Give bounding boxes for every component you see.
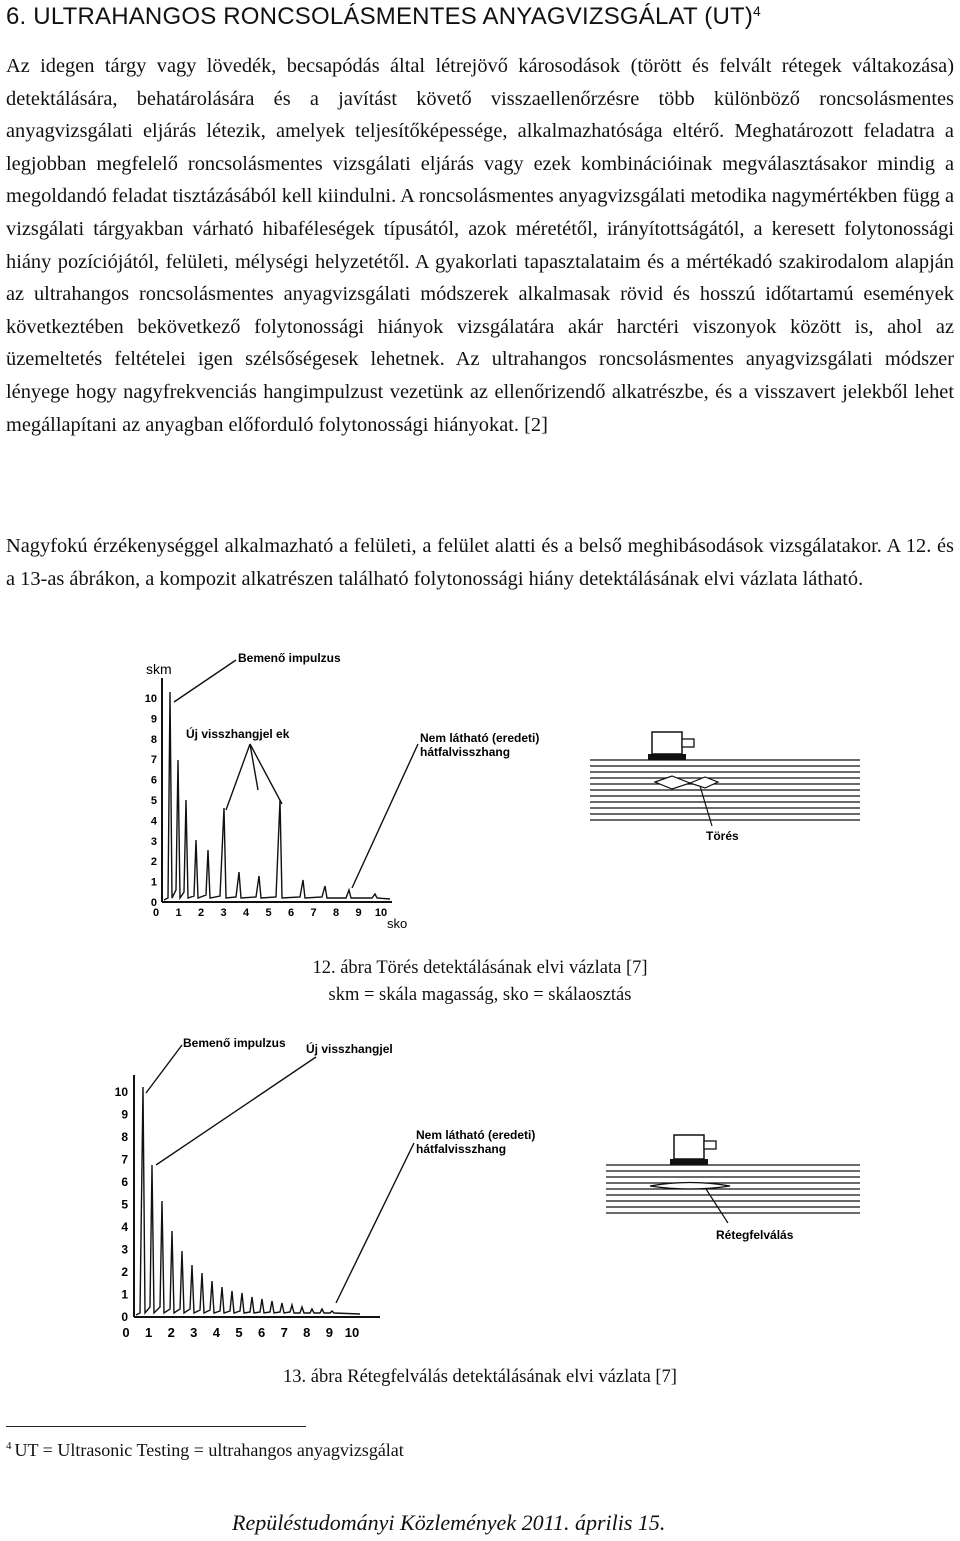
fig13-y-tick-4: 4 bbox=[121, 1220, 128, 1234]
fig12-x-tick-1: 1 bbox=[175, 907, 182, 919]
fig13-x-tick-3: 3 bbox=[190, 1325, 198, 1340]
fig13-y-tick-9: 9 bbox=[121, 1107, 128, 1122]
fig13-x-tick-6: 6 bbox=[257, 1325, 266, 1340]
fig12-y-tick-4: 4 bbox=[150, 815, 157, 828]
fig13-transducer bbox=[670, 1135, 716, 1165]
paragraph-sensitivity: Nagyfokú érzékenységgel alkalmazható a felületi, a felület alatti és a belső meghibásodások vizsgálatakor. A 12. és a 13-as ábrákon, a kompozit alkatrészen található folytonossági hiány detektálásának elvi vázlata látható. bbox=[6, 535, 954, 590]
fig12-defect-label: Törés bbox=[706, 829, 739, 843]
fig13-new-echo-arrow bbox=[156, 1057, 316, 1165]
fig12-composite-layers bbox=[590, 760, 860, 820]
section-title: ULTRAHANGOS RONCSOLÁSMENTES ANYAGVIZSGÁLAT (UT) bbox=[33, 3, 754, 30]
fig13-x-tick-5: 5 bbox=[235, 1325, 243, 1340]
fig13-backwall-label-1: Nem látható (eredeti) bbox=[416, 1128, 536, 1142]
fig12-x-tick-9: 9 bbox=[355, 907, 362, 919]
footnote-ref: 4 bbox=[753, 3, 762, 19]
figure-12-diagram bbox=[0, 640, 960, 940]
fig13-input-pulse-label: Bemenő impulzus bbox=[183, 1036, 286, 1050]
fig12-y-axis-label: skm bbox=[146, 661, 172, 677]
footnote bbox=[6, 1440, 404, 1461]
fig13-caption: 13. ábra Rétegfelválás detektálásának elvi vázlata [7] bbox=[283, 1367, 677, 1387]
fig13-y-tick-6: 6 bbox=[121, 1175, 128, 1189]
fig12-backwall-label-1: Nem látható (eredeti) bbox=[420, 731, 540, 745]
fig13-signal-trace bbox=[136, 1087, 360, 1315]
footnote-number: 4 bbox=[6, 1440, 12, 1452]
fig12-backwall-arrow bbox=[352, 744, 418, 888]
fig13-x-tick-4: 4 bbox=[212, 1325, 221, 1340]
fig12-x-tick-6: 6 bbox=[287, 907, 295, 919]
fig13-x-tick-9: 9 bbox=[325, 1325, 334, 1340]
fig12-x-tick-0: 0 bbox=[152, 907, 160, 919]
fig12-input-pulse-arrow bbox=[174, 660, 236, 702]
fig12-backwall-label-2: hátfalvisszhang bbox=[420, 745, 511, 759]
fig12-x-tick-5: 5 bbox=[265, 907, 272, 919]
fig12-y-tick-8: 8 bbox=[150, 733, 157, 746]
fig12-input-pulse-label: Bemenő impulzus bbox=[238, 651, 341, 665]
section-heading bbox=[6, 0, 956, 34]
fig13-y-tick-10: 10 bbox=[114, 1085, 128, 1099]
fig13-defect-arrow bbox=[706, 1189, 728, 1223]
fig12-y-tick-1: 1 bbox=[150, 876, 157, 889]
figure-13-diagram bbox=[0, 1025, 960, 1345]
fig13-y-tick-5: 5 bbox=[121, 1197, 128, 1212]
fig13-input-pulse-arrow bbox=[146, 1045, 182, 1093]
fig12-transducer bbox=[648, 732, 694, 760]
fig12-y-tick-5: 5 bbox=[150, 795, 157, 807]
fig12-caption-2: skm = skála magasság, sko = skálaosztás bbox=[328, 985, 632, 1005]
fig12-y-tick-2: 2 bbox=[150, 856, 157, 869]
fig12-x-tick-8: 8 bbox=[332, 907, 340, 919]
fig12-y-tick-0: 0 bbox=[150, 897, 157, 909]
fig13-composite-layers bbox=[606, 1165, 860, 1213]
fig12-new-echoes-label: Új visszhangjel ek bbox=[186, 727, 290, 741]
fig12-x-axis-label: sko bbox=[387, 916, 408, 931]
section-number: 6. bbox=[6, 3, 27, 30]
fig12-x-tick-3: 3 bbox=[220, 907, 227, 919]
fig13-new-echo-label: Új visszhangjel bbox=[306, 1042, 393, 1056]
fig13-x-tick-8: 8 bbox=[303, 1325, 311, 1340]
fig12-x-tick-4: 4 bbox=[242, 907, 250, 919]
fig13-x-tick-10: 10 bbox=[344, 1325, 360, 1340]
fig13-y-tick-2: 2 bbox=[121, 1265, 128, 1279]
fig12-x-tick-7: 7 bbox=[310, 907, 317, 919]
fig13-y-tick-3: 3 bbox=[121, 1242, 128, 1257]
page-footer: Repüléstudományi Közlemények 2011. április 15. bbox=[232, 1510, 666, 1535]
fig13-defect-label: Rétegfelválás bbox=[716, 1228, 794, 1242]
fig12-echo-arrow-1 bbox=[226, 744, 250, 810]
fig13-x-tick-7: 7 bbox=[280, 1325, 288, 1340]
fig13-x-tick-0: 0 bbox=[122, 1325, 130, 1340]
fig12-y-tick-10: 10 bbox=[144, 693, 157, 705]
footnote-text: UT = Ultrasonic Testing = ultrahangos anyagvizsgálat bbox=[14, 1440, 404, 1460]
footnote-separator bbox=[6, 1426, 306, 1427]
fig12-caption-1: 12. ábra Törés detektálásának elvi vázlata [7] bbox=[312, 958, 648, 978]
fig13-backwall-label-2: hátfalvisszhang bbox=[416, 1142, 507, 1156]
fig13-y-tick-1: 1 bbox=[121, 1287, 128, 1302]
fig12-x-tick-10: 10 bbox=[374, 907, 388, 919]
fig12-y-tick-9: 9 bbox=[150, 713, 157, 726]
fig13-x-tick-1: 1 bbox=[144, 1325, 153, 1340]
fig12-y-tick-6: 6 bbox=[150, 774, 157, 787]
fig13-backwall-arrow bbox=[336, 1143, 414, 1303]
fig13-y-tick-8: 8 bbox=[121, 1130, 128, 1144]
fig13-x-tick-2: 2 bbox=[167, 1325, 175, 1340]
paragraph-intro: Az idegen tárgy vagy lövedék, becsapódás által létrejövő károsodások (törött és felvált rétegek váltakozása) detektálására, behatárolására és a javítást követő visszaellenőrzésre több különböző roncsolásmentes anyagvizsgálati eljárás létezik, amelyek teljesítőképessége, alkalmazhatósága eltérő. Meghatározott feladatra a legjobban megfelelő roncsolásmentes vizsgálati eljárás vagy ezek kombinációinak megválasztásakor mindig a megoldandó feladat tisztázásából kell kiindulni. A roncsolásmentes anyagvizsgálati metodika nagymértékben függ a vizsgálati tárgyakban várható hibaféleségek típusától, azok méretétől, irányítottságától, a keresett folytonossági hiány pozíciójától, felületi, mélységi helyzetétől. A gyakorlati tapasztalataim és a mértékadó szakirodalom alapján az ultrahangos roncsolásmentes anyagvizsgálati módszerek alkalmasak rövid és hosszú időtartamú események következtében bekövetkező folytonossági hiányok vizsgálatára akár harctéri viszonyok között is, ahol az üzemeltetés feltételei igen szélsőségesek lehetnek. Az ultrahangos roncsolásmentes anyagvizsgálati módszer lényege hogy nagyfrekvenciás hangimpulzust vezetünk az ellenőrizendő alkatrészbe, és a visszavert jelekből lehet megállapítani az anyagban előforduló folytonossági hiányokat. [2] bbox=[6, 55, 954, 436]
fig12-x-tick-2: 2 bbox=[197, 907, 205, 919]
fig13-y-tick-0: 0 bbox=[121, 1310, 128, 1324]
fig12-y-tick-7: 7 bbox=[150, 754, 157, 767]
fig13-y-tick-7: 7 bbox=[121, 1152, 128, 1167]
fig12-y-tick-3: 3 bbox=[150, 835, 157, 848]
